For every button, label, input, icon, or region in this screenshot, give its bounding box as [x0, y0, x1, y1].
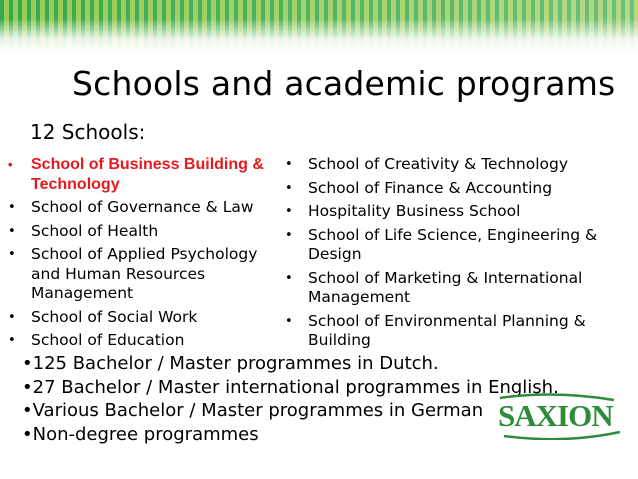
school-name: School of Finance & Accounting: [308, 178, 553, 197]
bullet-icon: •: [285, 227, 293, 243]
schools-list-right: [283, 155, 613, 355]
school-name: School of Creativity & Technology: [308, 155, 569, 173]
bullet-icon: •: [285, 270, 293, 286]
programme-item: •Non-degree programmes: [22, 423, 259, 445]
bullet-icon: •: [285, 313, 293, 329]
list-item: [283, 269, 613, 308]
header-stripe: [0, 0, 638, 52]
list-item: [283, 202, 613, 222]
bullet-icon: •: [8, 333, 16, 348]
logo-text: SAXION: [498, 398, 613, 433]
school-name: School of Business Building & Technology: [31, 156, 264, 193]
programme-item: •125 Bachelor / Master programmes in Dutch.: [22, 353, 439, 374]
school-name: School of Social Work: [31, 307, 198, 326]
school-name: School of Governance & Law: [31, 198, 254, 216]
school-name: School of Health: [31, 221, 159, 240]
schools-count: 12 Schools:: [30, 120, 146, 144]
school-name: School of Environmental Planning & Building: [308, 311, 586, 349]
schools-list-left: [8, 155, 278, 355]
bullet-icon: •: [8, 247, 16, 262]
bullet-icon: •: [8, 223, 16, 239]
school-name: School of Applied Psychology and Human Resources Management: [31, 245, 258, 302]
school-name: School of Life Science, Engineering & Design: [308, 225, 598, 263]
saxion-logo: [494, 392, 626, 440]
list-item: [8, 308, 278, 328]
list-item: [283, 226, 613, 265]
bullet-icon: •: [8, 157, 13, 172]
programme-item: •Various Bachelor / Master programmes in German: [22, 400, 484, 421]
list-item: [283, 155, 613, 175]
bullet-icon: •: [285, 180, 293, 196]
list-item: [8, 198, 278, 218]
school-name: School of Education: [31, 331, 185, 349]
school-name: Hospitality Business School: [308, 202, 521, 220]
page-title: Schools and academic programs: [72, 64, 616, 103]
bullet-icon: •: [285, 157, 293, 172]
list-item: [8, 331, 278, 351]
bullet-icon: •: [8, 200, 16, 215]
list-item: [8, 155, 278, 194]
programme-item: •27 Bachelor / Master international programmes in English.: [22, 376, 559, 398]
programmes-list: [22, 352, 559, 446]
list-item: [8, 245, 278, 304]
list-item: [8, 222, 278, 242]
list-item: [283, 312, 613, 351]
list-item: [283, 179, 613, 199]
bullet-icon: •: [285, 204, 293, 219]
school-name: School of Marketing & International Management: [308, 268, 583, 306]
bullet-icon: •: [8, 309, 16, 325]
logo-swoosh-icon: [494, 392, 626, 440]
